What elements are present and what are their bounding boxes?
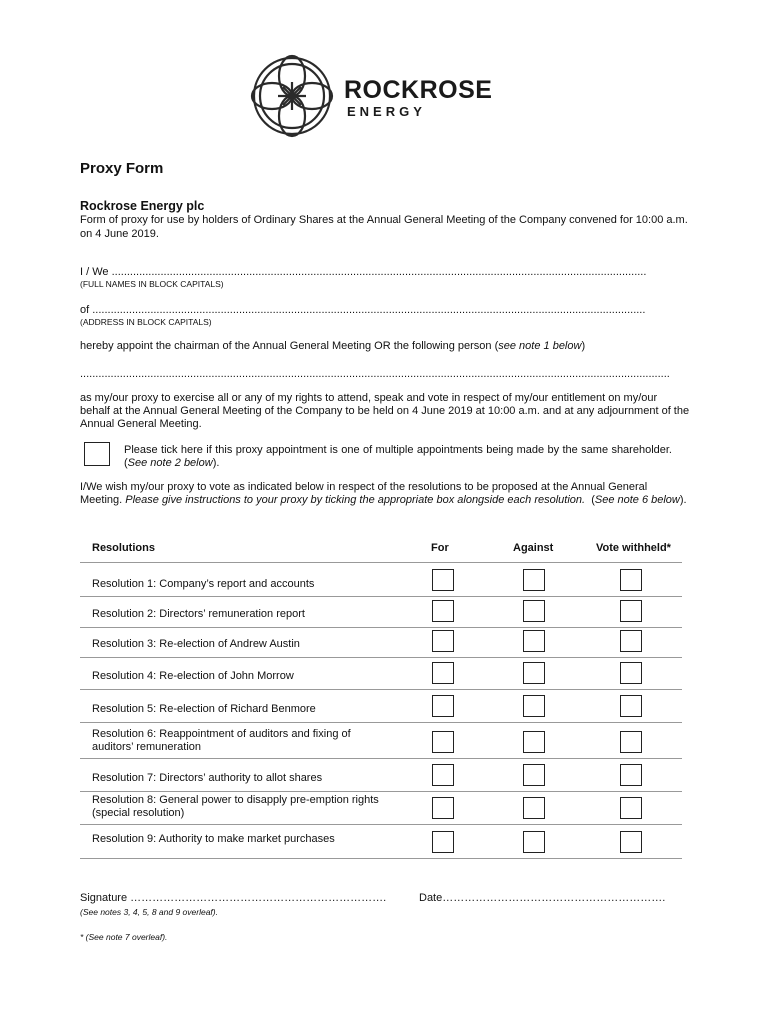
header-vote-withheld: Vote withheld* (596, 542, 671, 554)
resolution-label: Resolution 5: Re-election of Richard Benmore (92, 703, 316, 715)
vote-against-checkbox[interactable] (523, 600, 545, 622)
vote-withheld-checkbox[interactable] (620, 630, 642, 652)
form-title: Proxy Form (80, 160, 164, 177)
header-for: For (431, 542, 449, 554)
vote-for-checkbox[interactable] (432, 831, 454, 853)
row-divider (80, 627, 682, 628)
vote-withheld-checkbox[interactable] (620, 764, 642, 786)
vote-withheld-checkbox[interactable] (620, 662, 642, 684)
row-divider (80, 657, 682, 658)
rockrose-flower-icon (247, 52, 337, 140)
brand-name: ROCKROSE (344, 76, 493, 104)
vote-against-checkbox[interactable] (523, 630, 545, 652)
vote-instruction-text: I/We wish my/our proxy to vote as indicated below in respect of the resolutions to be proposed at the Annual General Meeting. Please give instructions to your proxy by ticking the appropriate box alongside each resolution. (See note 6 below). (80, 481, 687, 506)
vote-for-checkbox[interactable] (432, 764, 454, 786)
vote-for-checkbox[interactable] (432, 731, 454, 753)
form-intro: Form of proxy for use by holders of Ordinary Shares at the Annual General Meeting of the Company convened for 10:00 a.m. on 4 June 2019. (80, 214, 688, 240)
signature-line[interactable]: Signature ……………………………………………………………. (80, 892, 387, 904)
name-line-label: I / We (80, 266, 109, 278)
appoint-text: hereby appoint the chairman of the Annual General Meeting OR the following person (see note 1 below) (80, 340, 586, 352)
row-divider (80, 758, 682, 759)
resolution-label: Resolution 7: Directors’ authority to allot shares (92, 772, 323, 784)
table-divider (80, 562, 682, 563)
vote-for-checkbox[interactable] (432, 662, 454, 684)
brand-subtitle: ENERGY (347, 104, 426, 119)
footnote: * (See note 7 overleaf). (80, 932, 168, 942)
address-line[interactable]: of ..................................................................................................................................................................................... (80, 304, 646, 316)
multiple-appointment-checkbox[interactable] (84, 442, 110, 466)
header-against: Against (513, 542, 554, 554)
vote-withheld-checkbox[interactable] (620, 731, 642, 753)
date-label: Date (419, 892, 443, 904)
company-name: Rockrose Energy plc (80, 199, 205, 213)
vote-for-checkbox[interactable] (432, 695, 454, 717)
signature-hint: (See notes 3, 4, 5, 8 and 9 overleaf). (80, 907, 218, 917)
vote-withheld-checkbox[interactable] (620, 695, 642, 717)
address-line-hint: (ADDRESS IN BLOCK CAPITALS) (80, 317, 212, 327)
vote-for-checkbox[interactable] (432, 797, 454, 819)
vote-against-checkbox[interactable] (523, 695, 545, 717)
vote-withheld-checkbox[interactable] (620, 600, 642, 622)
vote-against-checkbox[interactable] (523, 569, 545, 591)
proxy-name-line[interactable]: ................................................................................................................................................................................................. (80, 368, 670, 380)
name-line[interactable]: I / We ............................................................................................................................................................................... (80, 266, 647, 278)
resolution-label: Resolution 1: Company’s report and accounts (92, 578, 315, 590)
row-divider (80, 596, 682, 597)
resolution-label: Resolution 8: General power to disapply pre-emption rights (special resolution) (92, 794, 379, 819)
row-divider (80, 722, 682, 723)
vote-for-checkbox[interactable] (432, 630, 454, 652)
multiple-appointment-text: Please tick here if this proxy appointment is one of multiple appointments being made by the same shareholder. (See note 2 below). (124, 444, 672, 469)
vote-against-checkbox[interactable] (523, 797, 545, 819)
resolution-label: Resolution 9: Authority to make market purchases (92, 833, 335, 845)
appoint-note: see note 1 below (498, 340, 582, 352)
name-line-hint: (FULL NAMES IN BLOCK CAPITALS) (80, 279, 224, 289)
vote-withheld-checkbox[interactable] (620, 797, 642, 819)
vote-against-checkbox[interactable] (523, 831, 545, 853)
table-divider (80, 858, 682, 859)
resolution-label: Resolution 6: Reappointment of auditors and fixing of auditors’ remuneration (92, 728, 351, 753)
vote-against-checkbox[interactable] (523, 764, 545, 786)
vote-against-checkbox[interactable] (523, 662, 545, 684)
vote-for-checkbox[interactable] (432, 600, 454, 622)
vote-for-checkbox[interactable] (432, 569, 454, 591)
date-line[interactable]: Date……………………………………………………. (419, 892, 666, 904)
vote-withheld-checkbox[interactable] (620, 569, 642, 591)
row-divider (80, 824, 682, 825)
resolution-label: Resolution 2: Directors’ remuneration report (92, 608, 305, 620)
resolution-label: Resolution 4: Re-election of John Morrow (92, 670, 294, 682)
row-divider (80, 791, 682, 792)
vote-against-checkbox[interactable] (523, 731, 545, 753)
row-divider (80, 689, 682, 690)
signature-label: Signature (80, 892, 128, 904)
header-resolutions: Resolutions (92, 542, 155, 554)
vote-withheld-checkbox[interactable] (620, 831, 642, 853)
address-line-label: of (80, 304, 90, 316)
resolution-label: Resolution 3: Re-election of Andrew Austin (92, 638, 300, 650)
proxy-rights-text: as my/our proxy to exercise all or any of my rights to attend, speak and vote in respect of my/our entitlement on my/our behalf at the Annual General Meeting of the Company to be held on 4 June 2019 at 10:00 a.m. and at any adjournment of the Annual General Meeting. (80, 392, 690, 430)
vote-note: See note 6 below (594, 494, 680, 506)
multiple-note: See note 2 below (127, 457, 213, 469)
